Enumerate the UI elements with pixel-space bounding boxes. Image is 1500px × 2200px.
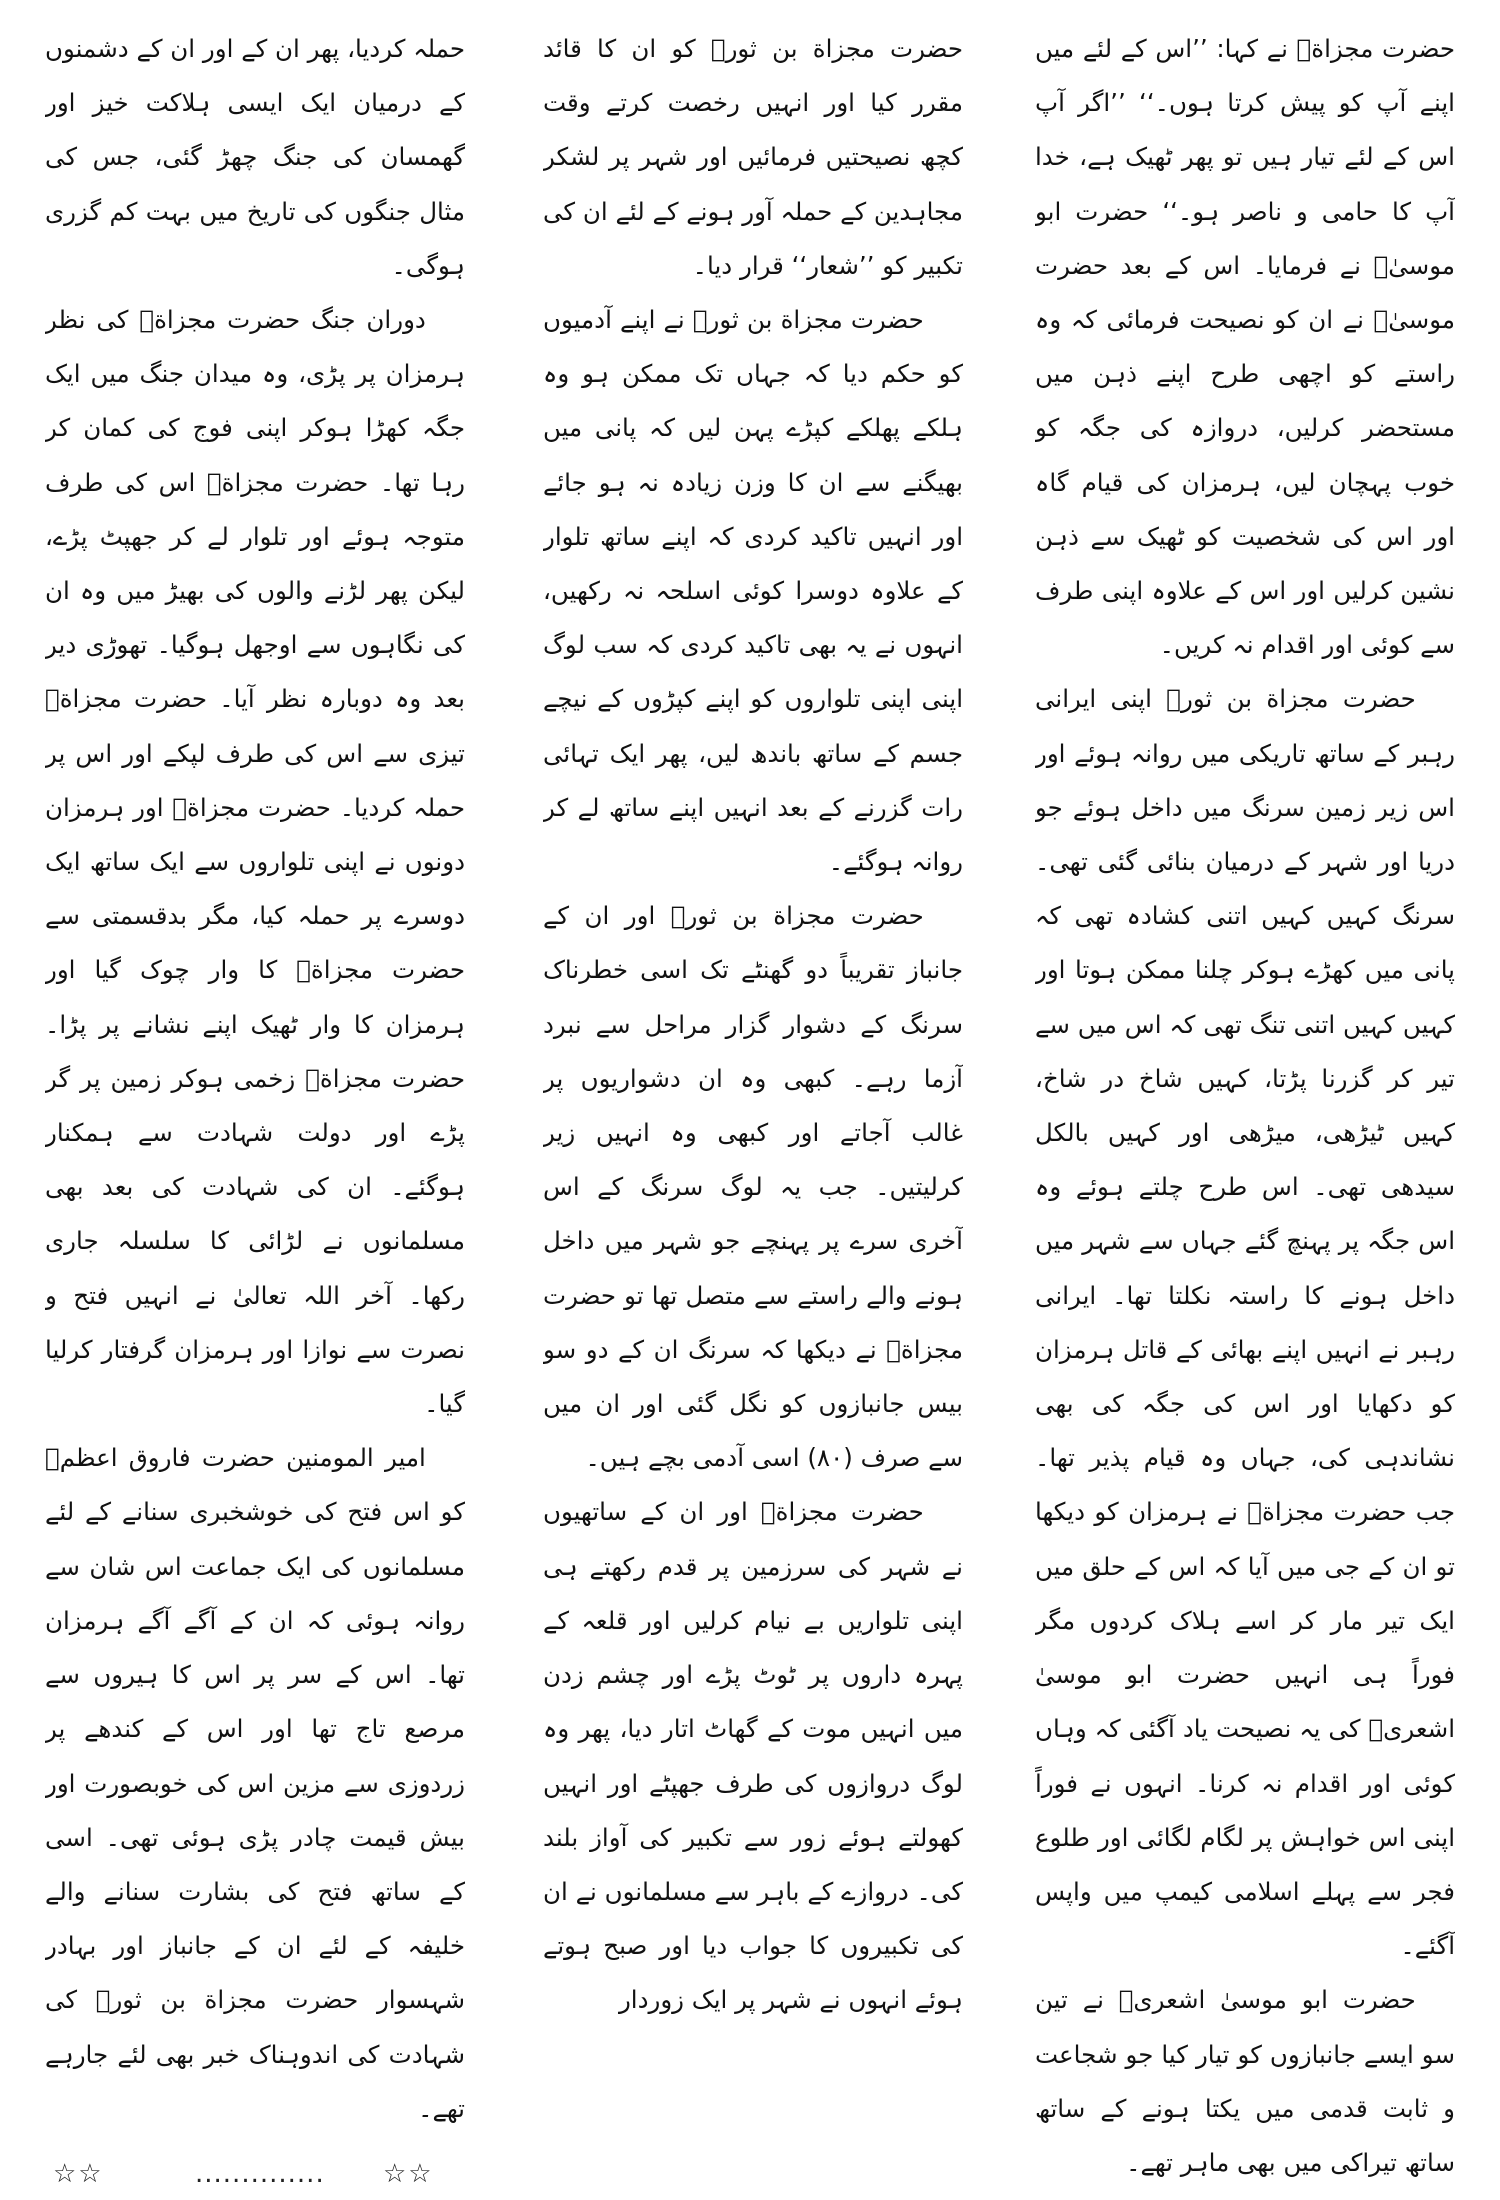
star-ornament-left: ☆☆ [53,2159,104,2189]
paragraph: حضرت مجزاة بن ثورؓ کو ان کا قائد مقرر کیا اور انہیں رخصت کرتے وقت کچھ نصیحتیں فرمائیں اور شہر پر لشکر مجاہدین کے حملہ آور ہونے کے لئے ان کی تکبیر کو ’’شعار‘‘ قرار دیا۔ [543,34,963,280]
paragraph: حضرت ابو موسیٰ اشعریؓ نے تین سو ایسے جانبازوں کو تیار کیا جو شجاعت و ثابت قدمی میں یکتا ہونے کے ساتھ ساتھ تیراکی میں بھی ماہر تھے۔ [1035,1985,1455,2177]
paragraph: حضرت مجزاة بن ثورؓ نے اپنے آدمیوں کو حکم دیا کہ جہاں تک ممکن ہو وہ ہلکے پھلکے کپڑے پہن لیں کہ پانی میں بھیگنے سے ان کا وزن زیادہ نہ ہو جائے اور انہیں تاکید کردی کہ اپنے ساتھ تلوار کے علاوہ دوسرا کوئی اسلحہ نہ رکھیں، انہوں نے یہ بھی تاکید کردی کہ سب لوگ اپنی اپنی تلواروں کو اپنے کپڑوں کے نیچے جسم کے ساتھ باندھ لیں، پھر ایک تہائی رات گزرنے کے بعد انہیں اپنے ساتھ لے کر روانہ ہوگئے۔ [543,305,963,877]
paragraph: حضرت مجزاةؓ نے کہا: ’’اس کے لئے میں اپنے آپ کو پیش کرتا ہوں۔‘‘ ’’اگر آپ اس کے لئے تیار ہیں تو پھر ٹھیک ہے، خدا آپ کا حامی و ناصر ہو۔‘‘ حضرت ابو موسیٰؓ نے فرمایا۔ اس کے بعد حضرت موسیٰؓ نے ان کو نصیحت فرمائی کہ وہ راستے کو اچھی طرح اپنے ذہن میں مستحضر کرلیں، دروازہ کی جگہ کو خوب پہچان لیں، ہرمزان کی قیام گاہ اور اس کی شخصیت کو ٹھیک سے ذہن نشین کرلیں اور اس کے علاوہ اپنی طرف سے کوئی اور اقدام نہ کریں۔ [1035,34,1455,660]
paragraph: حضرت مجزاة بن ثورؓ اپنی ایرانی رہبر کے ساتھ تاریکی میں روانہ ہوئے اور اس زیر زمین سرنگ میں داخل ہوئے جو دریا اور شہر کے درمیان بنائی گئی تھی۔ سرنگ کہیں کہیں اتنی کشادہ تھی کہ پانی میں کھڑے ہوکر چلنا ممکن ہوتا اور کہیں کہیں اتنی تنگ تھی کہ اس میں سے تیر کر گزرنا پڑتا، کہیں شاخ در شاخ، کہیں ٹیڑھی، میڑھی اور کہیں بالکل سیدھی تھی۔ اس طرح چلتے ہوئے وہ اس جگہ پر پہنچ گئے جہاں سے شہر میں داخل ہونے کا راستہ نکلتا تھا۔ ایرانی رہبر نے انہیں اپنے بھائی کے قاتل ہرمزان کو دکھایا اور اس کی جگہ کی بھی نشاندہی کی، جہاں وہ قیام پذیر تھا۔ جب حضرت مجزاةؓ نے ہرمزان کو دیکھا تو ان کے جی میں آیا کہ اس کے حلق میں ایک تیر مار کر اسے ہلاک کردوں مگر فوراً ہی انہیں حضرت ابو موسیٰ اشعریؓ کی یہ نصیحت یاد آگئی کہ وہاں کوئی اور اقدام نہ کرنا۔ انہوں نے فوراً اپنی اس خواہش پر لگام لگائی اور طلوع فجر سے پہلے اسلامی کیمپ میں واپس آگئے۔ [1035,684,1455,1961]
paragraph: حضرت مجزاةؓ اور ان کے ساتھیوں نے شہر کی سرزمین پر قدم رکھتے ہی اپنی تلواریں بے نیام کرلیں اور قلعہ کے پہرہ داروں پر ٹوٹ پڑے اور چشم زدن میں انہیں موت کے گھاٹ اتار دیا، پھر وہ لوگ دروازوں کی طرف جھپٹے اور انہیں کھولتے ہوئے زور سے تکبیر کی آواز بلند کی۔ دروازے کے باہر سے مسلمانوں نے ان کی تکبیروں کا جواب دیا اور صبح ہوتے ہوئے انہوں نے شہر پر ایک زوردار [543,1497,963,2015]
paragraph: حضرت مجزاة بن ثورؓ اور ان کے جانباز تقریباً دو گھنٹے تک اسی خطرناک سرنگ کے دشوار گزار مراحل سے نبرد آزما رہے۔ کبھی وہ ان دشواریوں پر غالب آجاتے اور کبھی وہ انہیں زیر کرلیتیں۔ جب یہ لوگ سرنگ کے اس آخری سرے پر پہنچے جو شہر میں داخل ہونے والے راستے سے متصل تھا تو حضرت مجزاةؓ نے دیکھا کہ سرنگ ان کے دو سو بیس جانبازوں کو نگل گئی اور ان میں سے صرف (۸۰) اسی آدمی بچے ہیں۔ [543,901,963,1473]
text-column-right [1035,22,1455,2182]
dotted-separator: .............. [195,2159,325,2189]
text-column-middle [543,22,963,2182]
text-column-left [45,22,465,2182]
paragraph: امیر المومنین حضرت فاروق اعظمؓ کو اس فتح کی خوشخبری سنانے کے لئے مسلمانوں کی ایک جماعت اس شان سے روانہ ہوئی کہ ان کے آگے آگے ہرمزان تھا۔ اس کے سر پر اس کا ہیروں سے مرصع تاج تھا اور اس کے کندھے پر زردوزی سے مزین اس کی خوبصورت اور بیش قیمت چادر پڑی ہوئی تھی۔ اسی کے ساتھ فتح کی بشارت سنانے والے خلیفہ کے لئے ان کے جانباز اور بہادر شہسوار حضرت مجزاة بن ثورؓ کی شہادت کی اندوہناک خبر بھی لئے جارہے تھے۔ [45,1443,465,2123]
end-ornament [45,2156,465,2192]
paragraph: دوران جنگ حضرت مجزاةؓ کی نظر ہرمزان پر پڑی، وہ میدان جنگ میں ایک جگہ کھڑا ہوکر اپنی فوج کی کمان کر رہا تھا۔ حضرت مجزاةؓ اس کی طرف متوجہ ہوئے اور تلوار لے کر جھپٹ پڑے، لیکن پھر لڑنے والوں کی بھیڑ میں وہ ان کی نگاہوں سے اوجھل ہوگیا۔ تھوڑی دیر بعد وہ دوبارہ نظر آیا۔ حضرت مجزاةؓ تیزی سے اس کی طرف لپکے اور اس پر حملہ کردیا۔ حضرت مجزاةؓ اور ہرمزان دونوں نے اپنی تلواروں سے ایک ساتھ ایک دوسرے پر حملہ کیا، مگر بدقسمتی سے حضرت مجزاةؓ کا وار چوک گیا اور ہرمزان کا وار ٹھیک اپنے نشانے پر پڑا۔ حضرت مجزاةؓ زخمی ہوکر زمین پر گر پڑے اور دولت شہادت سے ہمکنار ہوگئے۔ ان کی شہادت کی بعد بھی مسلمانوں نے لڑائی کا سلسلہ جاری رکھا۔ آخر اللہ تعالیٰ نے انہیں فتح و نصرت سے نوازا اور ہرمزان گرفتار کرلیا گیا۔ [45,305,465,1419]
paragraph: حملہ کردیا، پھر ان کے اور ان کے دشمنوں کے درمیان ایک ایسی ہلاکت خیز اور گھمسان کی جنگ چھڑ گئی، جس کی مثال جنگوں کی تاریخ میں بہت کم گزری ہوگی۔ [45,34,465,280]
star-ornament-right: ☆☆ [383,2159,434,2189]
